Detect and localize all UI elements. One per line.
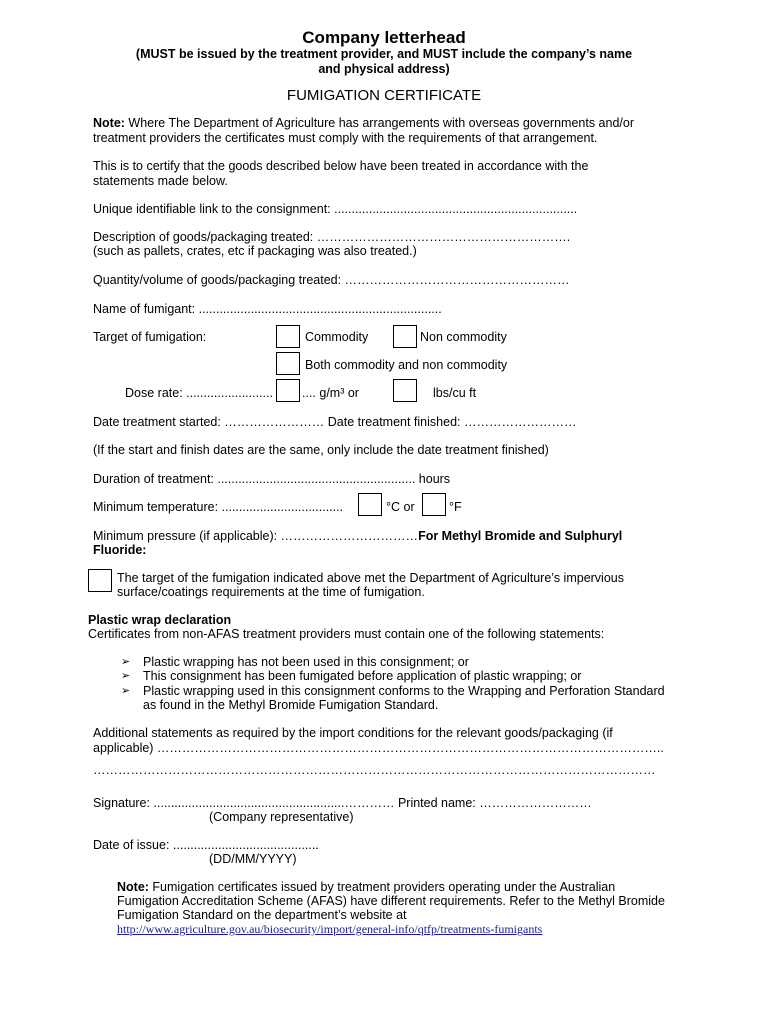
impervious-line-1: The target of the fumigation indicated above met the Department of Agriculture’s impervious	[117, 571, 624, 585]
company-rep-label: (Company representative)	[209, 810, 354, 824]
lbs-per-cuft-checkbox[interactable]	[393, 379, 417, 402]
both-checkbox[interactable]	[276, 352, 300, 375]
additional-line-1: Additional statements as required by the import conditions for the relevant goods/packaging (if	[93, 726, 613, 740]
note-2-line-2: Fumigation Accreditation Scheme (AFAS) have different requirements. Refer to the Methyl Bromide	[117, 894, 665, 908]
min-pressure-field[interactable]: Minimum pressure (if applicable): ……………………………	[93, 529, 419, 543]
additional-field-line-3[interactable]: ………………………………………………………………………………………………………………………	[93, 763, 656, 777]
consignment-link-field[interactable]: Unique identifiable link to the consignment: ......................................................................	[93, 202, 578, 216]
g-per-m3-label: .... g/m³ or	[302, 386, 359, 400]
subtitle-line-1: (MUST be issued by the treatment provider, and MUST include the company’s name	[135, 47, 633, 61]
duration-field[interactable]: Duration of treatment: ......................................................... hours	[93, 472, 451, 486]
dose-rate-field[interactable]: Dose rate: .........................	[125, 386, 273, 400]
commodity-label: Commodity	[305, 330, 369, 344]
celsius-label: °C or	[386, 500, 415, 514]
commodity-checkbox[interactable]	[276, 325, 300, 348]
note-2-line-1	[117, 880, 615, 895]
target-label: Target of fumigation:	[93, 330, 207, 344]
plastic-heading: Plastic wrap declaration	[88, 613, 232, 627]
arrow-bullet-icon: ➢	[121, 685, 131, 697]
mb-sf-label-cont: Fluoride:	[93, 543, 147, 557]
quantity-field[interactable]: Quantity/volume of goods/packaging treated: ………………………………………………	[93, 273, 570, 287]
plastic-intro: Certificates from non-AFAS treatment providers must contain one of the following statements:	[88, 627, 605, 641]
department-website-link[interactable]: http://www.agriculture.gov.au/biosecurity/import/general-info/qtfp/treatments-fumigants	[117, 922, 543, 936]
subtitle-line-2: and physical address)	[318, 62, 450, 76]
date-note: (If the start and finish dates are the same, only include the date treatment finished)	[93, 443, 549, 457]
celsius-checkbox[interactable]	[358, 493, 382, 516]
lbs-per-cuft-label: lbs/cu ft	[433, 386, 477, 400]
g-per-m3-checkbox[interactable]	[276, 379, 300, 402]
non-commodity-label: Non commodity	[420, 330, 507, 344]
impervious-line-2: surface/coatings requirements at the time of fumigation.	[117, 585, 425, 599]
non-commodity-checkbox[interactable]	[393, 325, 417, 348]
description-hint: (such as pallets, crates, etc if packaging was also treated.)	[93, 244, 417, 258]
certify-line-2: statements made below.	[93, 174, 228, 188]
min-temperature-field[interactable]: Minimum temperature: ...................................	[93, 500, 344, 514]
plastic-item-3: Plastic wrapping used in this consignment conforms to the Wrapping and Perforation Standard	[143, 684, 665, 698]
date-of-issue-field[interactable]: Date of issue: ..........................................	[93, 838, 319, 852]
impervious-checkbox[interactable]	[88, 569, 112, 592]
date-format-label: (DD/MM/YYYY)	[209, 852, 297, 866]
note-2-text: Fumigation certificates issued by treatment providers operating under the Australian	[148, 880, 616, 894]
certificate-title: FUMIGATION CERTIFICATE	[286, 87, 482, 104]
note-label: Note:	[93, 116, 125, 130]
description-field[interactable]: Description of goods/packaging treated: …………………………………………………….	[93, 230, 571, 244]
plastic-item-1: Plastic wrapping has not been used in this consignment; or	[143, 655, 469, 669]
fahrenheit-checkbox[interactable]	[422, 493, 446, 516]
treatment-dates-field[interactable]: Date treatment started: …………………… Date treatment finished: ………………………	[93, 415, 577, 429]
min-pressure-line	[93, 529, 622, 544]
fahrenheit-label: °F	[449, 500, 462, 514]
note-2-label: Note:	[117, 880, 149, 894]
additional-field-line-2[interactable]: applicable) …………………………………………………………………………………………………………..	[93, 741, 664, 755]
mb-sf-label: For Methyl Bromide and Sulphuryl	[418, 529, 623, 543]
signature-field[interactable]: Signature: .......................................................………… Printed name: ………………………	[93, 796, 592, 810]
note-2-line-3: Fumigation Standard on the department’s website at	[117, 908, 407, 922]
certify-line-1: This is to certify that the goods described below have been treated in accordance with the	[93, 159, 589, 173]
arrow-bullet-icon: ➢	[121, 656, 131, 668]
fumigant-field[interactable]: Name of fumigant: ......................................................................	[93, 302, 442, 316]
note-1-line-1	[93, 116, 634, 131]
both-label: Both commodity and non commodity	[305, 358, 508, 372]
plastic-item-2: This consignment has been fumigated before application of plastic wrapping; or	[143, 669, 582, 683]
plastic-item-3-cont: as found in the Methyl Bromide Fumigation Standard.	[143, 698, 439, 712]
arrow-bullet-icon: ➢	[121, 670, 131, 682]
note-1-text: Where The Department of Agriculture has arrangements with overseas governments and/or	[124, 116, 635, 130]
page-title: Company letterhead	[302, 28, 466, 47]
note-1-line-2: treatment providers the certificates must comply with the requirements of that arrangement.	[93, 131, 598, 145]
